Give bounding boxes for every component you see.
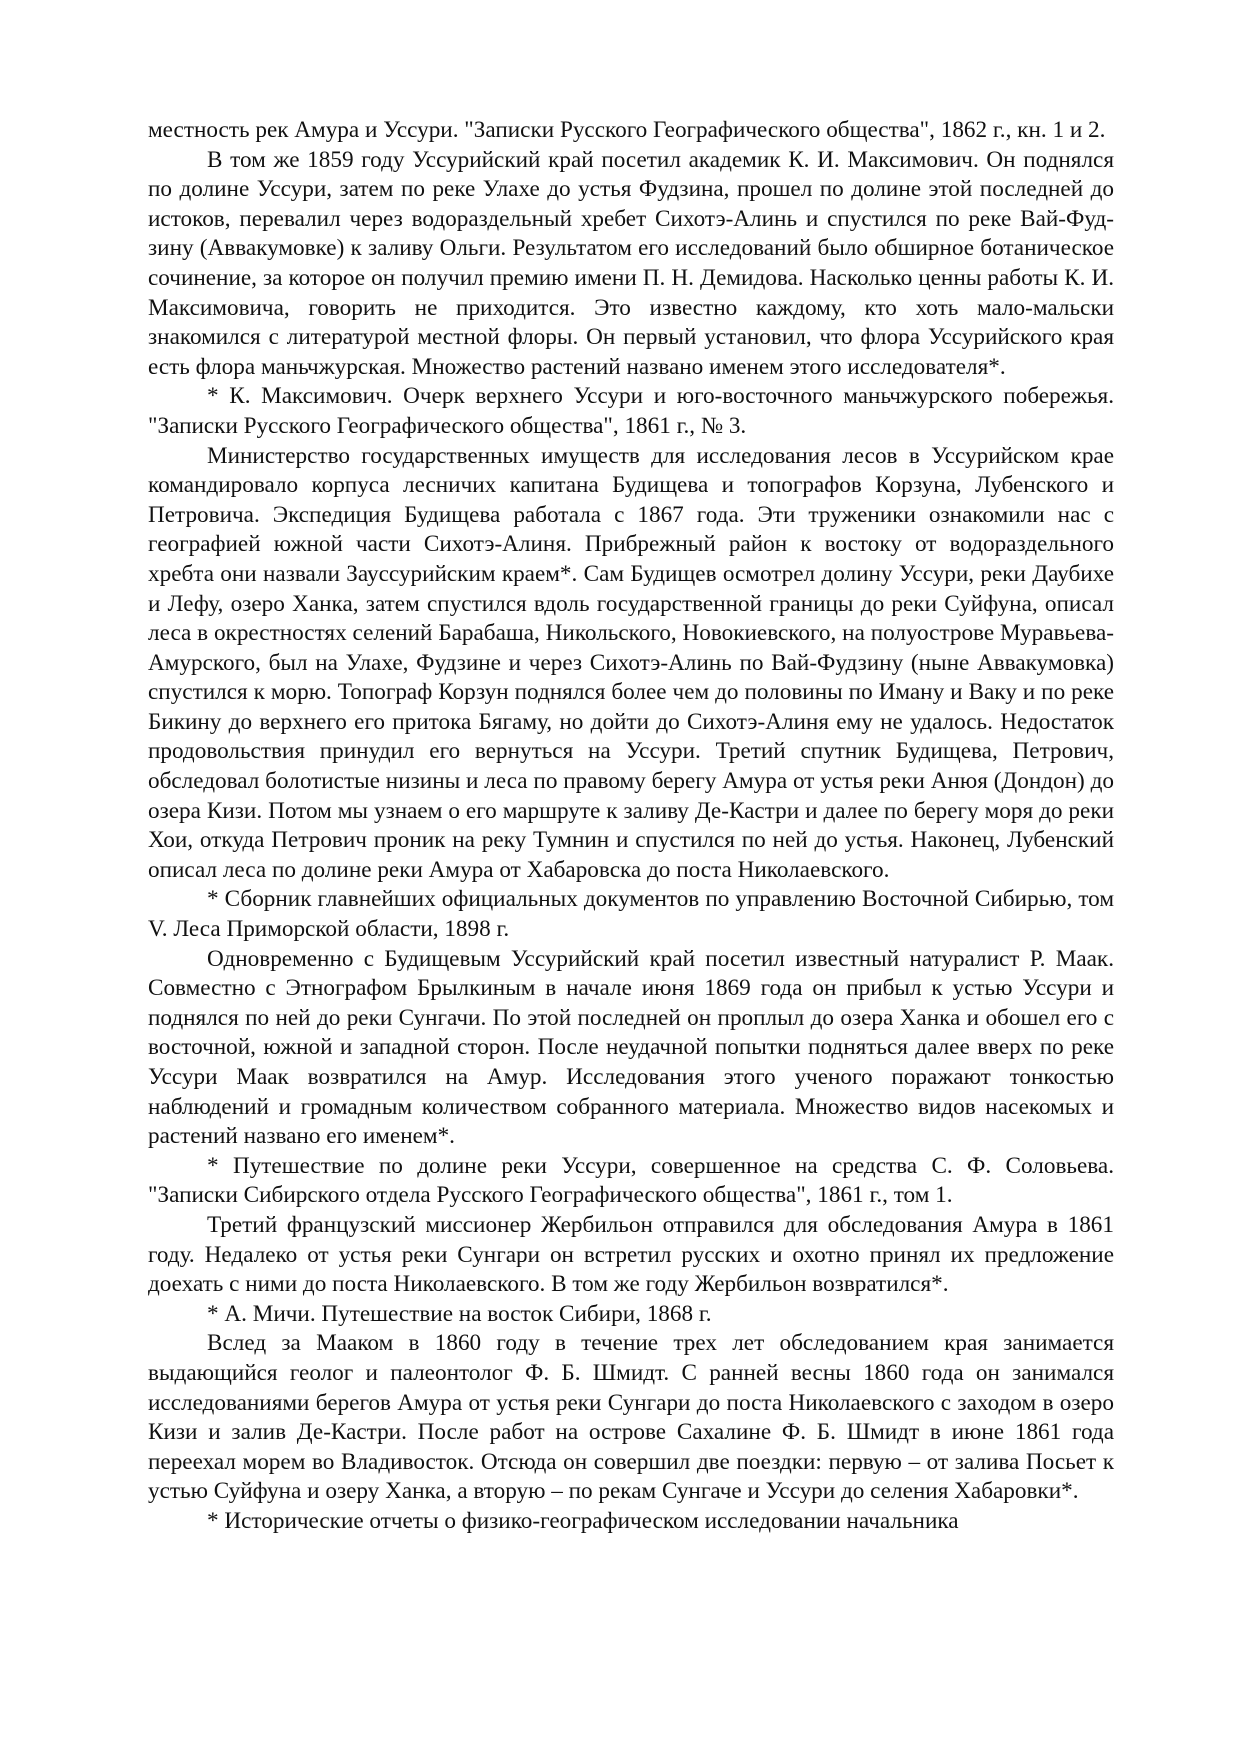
- footnote-maximovich: * К. Максимович. Очерк верхнего Уссури и юго-восточного маньчжурского побережья. "Записки Русского Географического общества", 1861 г., № 3.: [148, 383, 1114, 439]
- footnote-budishchev: * Сборник главнейших официальных документов по управлению Восточной Сибирью, том V. Леса Приморской области, 1898 г.: [148, 886, 1114, 943]
- paragraph-schmidt: Вслед за Мааком в 1860 году в течение трех лет обследованием края занимается выдающийся геолог и палеонтолог Ф. Б. Шмидт. С ранней весны 1860 года он занимался исследованиями берегов Амура от устья реки Сунгари до поста Николаевского с заходом в озеро Кизи и залив Де-Кастри. После работ на острове Сахалине Ф. Б. Шмидт в июне 1861 года переехал морем во Владивосток. Отсюда он совершил две поездки: первую – от залива Посьет к устью Суйфуна и озеру Ханка, а вторую – по рекам Сунгаче и Уссури до селения Хабаровки*.: [148, 1330, 1114, 1505]
- document-page: [148, 116, 1114, 1537]
- paragraph-maximovich: В том же 1859 году Уссурийский край посетил академик К. И. Максимович. Он поднялся по долине Уссури, затем по реке Улахе до устья Фудзина, прошел по долине этой последней до истоков, перевалил через водораздельный хребет Сихотэ-Алинь и спустился по реке Вай-Фуд-зину (Аввакумовке) к заливу Ольги. Результатом его исследований было обширное ботаническое сочинение, за которое он получил премию имени П. Н. Демидова. Насколько ценны работы К. И. Максимовича, говорить не приходится. Это известно каждому, кто хоть мало-мальски знакомился с литературой местной флоры. Он первый установил, что флора Уссурийского края есть флора маньчжурская. Множество растений названо именем этого исследователя*.: [148, 146, 1114, 380]
- paragraph-continuation: местность рек Амура и Уссури. "Записки Русского Географического общества", 1862 г., кн. 1 и 2.: [148, 117, 1106, 143]
- footnote-schmidt: * Исторические отчеты о физико-географическом исследовании начальника: [207, 1507, 959, 1534]
- paragraph-maak: Одновременно с Будищевым Уссурийский край посетил известный натуралист Р. Маак. Совместно с Этнографом Брылкиным в начале июня 1869 года он прибыл к устью Уссури и поднялся по ней до реки Сунгачи. По этой последней он проплыл до озера Ханка и обошел его с восточной, южной и западной сторон. После неудачной попытки подняться далее вверх по реке Уссури Маак возвратился на Амур. Исследования этого ученого поражают тонкостью наблюдений и громадным количеством собранного материала. Множество видов насекомых и растений названо его именем*.: [148, 945, 1114, 1150]
- paragraph-budishchev: Министерство государственных имуществ для исследования лесов в Уссурийском крае командировало корпуса лесничих капитана Будищева и топографов Корзуна, Лубенского и Петровича. Экспедиция Будищева работала с 1867 года. Эти труженики ознакомили нас с географией южной части Сихотэ-Алиня. Прибрежный район к востоку от водораздельного хребта они назвали Зауссурийским краем*. Сам Будищев осмотрел долину Уссури, реки Даубихе и Лефу, озеро Ханка, затем спустился вдоль государственной границы до реки Суйфуна, описал леса в окрестностях селений Барабаша, Никольского, Новокиевского, на полуострове Муравьева-Амурского, был на Улахе, Фудзине и через Сихотэ-Алинь по Вай-Фудзину (ныне Аввакумовка) спустился к морю. Топограф Корзун поднялся более чем до половины по Иману и Ваку и по реке Бикину до верхнего его притока Бягаму, но дойти до Сихотэ-Алиня ему не удалось. Недостаток продовольствия принудил его вернуться на Уссури. Третий спутник Будищева, Петрович, обследовал болотистые низины и леса по правому берегу Амура от устья реки Анюя (Дондон) до озера Кизи. Потом мы узнаем о его маршруте к заливу Де-Кастри и далее по берегу моря до реки Хои, откуда Петрович проник на реку Тумнин и спустился по ней до устья. Наконец, Лубенский описал леса по долине реки Амура от Хабаровска до поста Николаевского.: [148, 442, 1114, 883]
- paragraph-gerbillon: Третий французский миссионер Жербильон отправился для обследования Амура в 1861 году. Недалеко от устья реки Сунгари он встретил русских и охотно принял их предложение доехать с ними до поста Николаевского. В том же году Жербильон возвратился*.: [148, 1211, 1114, 1298]
- footnote-gerbillon: * А. Мичи. Путешествие на восток Сибири, 1868 г.: [207, 1300, 712, 1327]
- footnote-maak: * Путешествие по долине реки Уссури, совершенное на средства С. Ф. Соловьева. "Записки Сибирского отдела Русского Географического общества", 1861 г., том 1.: [148, 1152, 1114, 1209]
